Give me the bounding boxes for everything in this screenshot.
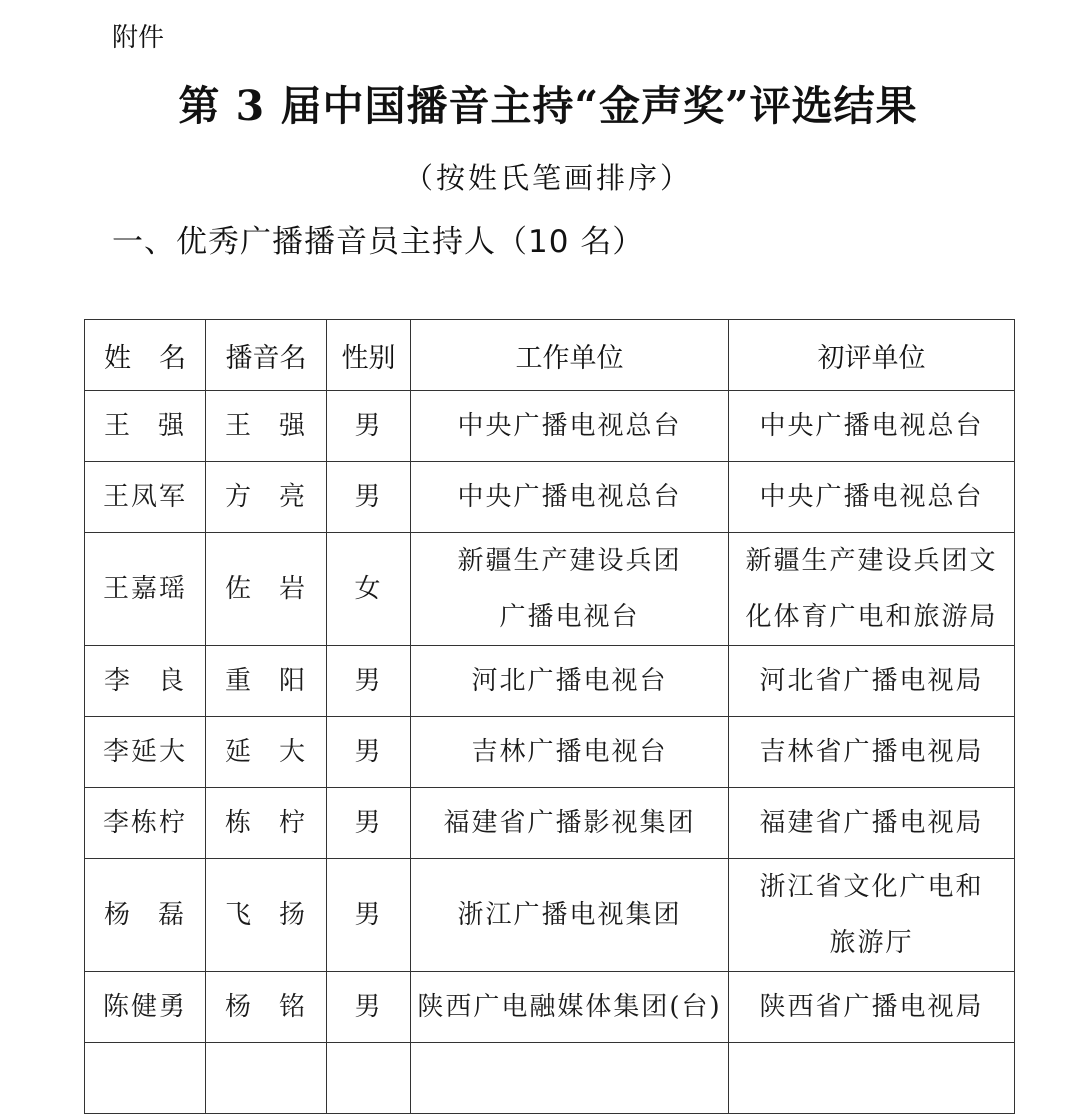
name-char: 杨: [104, 900, 133, 930]
stage-name-char: 方: [225, 482, 254, 512]
header-name: [85, 320, 206, 391]
cell-stage-name: [206, 646, 327, 717]
cell-name: 王嘉瑶: [85, 533, 206, 646]
table-row: [85, 859, 1015, 972]
header-gender: 性别: [327, 320, 411, 391]
cell-name: [85, 391, 206, 462]
evaluation-unit-line: 中央广播电视总台: [759, 411, 984, 441]
document-title: 第 3 届中国播音主持“金声奖”评选结果: [178, 82, 918, 130]
cell-evaluation-unit: [729, 1043, 1015, 1114]
work-unit-line: 新疆生产建设兵团: [457, 546, 682, 576]
work-unit-line: 浙江广播电视集团: [457, 900, 682, 930]
cell-work-unit: [411, 972, 729, 1043]
cell-gender: 女: [327, 533, 411, 646]
cell-evaluation-unit: [729, 462, 1015, 533]
header-work-unit: 工作单位: [411, 320, 729, 391]
cell-evaluation-unit: [729, 533, 1015, 646]
cell-stage-name: [206, 717, 327, 788]
cell-gender: 男: [327, 972, 411, 1043]
cell-gender: 男: [327, 717, 411, 788]
stage-name-char: 强: [278, 411, 307, 441]
name-char: 王: [104, 411, 133, 441]
table-row: [85, 788, 1015, 859]
cell-gender: 男: [327, 859, 411, 972]
evaluation-unit-line: 化体育广电和旅游局: [745, 602, 998, 632]
cell-evaluation-unit: [729, 788, 1015, 859]
cell-evaluation-unit: [729, 391, 1015, 462]
table-row: [85, 462, 1015, 533]
cell-work-unit: [411, 533, 729, 646]
cell-work-unit: [411, 788, 729, 859]
cell-stage-name: [206, 859, 327, 972]
name-char: 良: [157, 666, 186, 696]
cell-gender: 男: [327, 646, 411, 717]
cell-gender: [327, 1043, 411, 1114]
evaluation-unit-line: 浙江省文化广电和: [759, 872, 984, 902]
cell-work-unit: [411, 717, 729, 788]
cell-name: 李栋柠: [85, 788, 206, 859]
cell-name: 李延大: [85, 717, 206, 788]
table-row: [85, 717, 1015, 788]
cell-stage-name: [206, 391, 327, 462]
evaluation-unit-line: 旅游厅: [829, 928, 914, 958]
evaluation-unit-line: 中央广播电视总台: [759, 482, 984, 512]
table-row: [85, 391, 1015, 462]
stage-name-char: 飞: [225, 900, 254, 930]
stage-name-char: 大: [278, 737, 307, 767]
cell-stage-name: [206, 972, 327, 1043]
stage-name-char: 栋: [225, 808, 254, 838]
table-header-row: [85, 320, 1015, 391]
header-name-char: 名: [159, 342, 186, 374]
cell-name: [85, 859, 206, 972]
cell-evaluation-unit: [729, 717, 1015, 788]
header-stage-name: 播音名: [206, 320, 327, 391]
cell-work-unit: [411, 1043, 729, 1114]
table-row-partial: [85, 1043, 1015, 1114]
cell-work-unit: [411, 859, 729, 972]
winners-table: [84, 319, 1015, 1114]
cell-gender: 男: [327, 391, 411, 462]
stage-name-char: 阳: [278, 666, 307, 696]
cell-evaluation-unit: [729, 859, 1015, 972]
cell-stage-name: [206, 788, 327, 859]
stage-name-char: 亮: [278, 482, 307, 512]
header-evaluation-unit: 初评单位: [729, 320, 1015, 391]
work-unit-line: 福建省广播影视集团: [443, 808, 696, 838]
work-unit-line: 中央广播电视总台: [457, 411, 682, 441]
cell-gender: 男: [327, 462, 411, 533]
cell-work-unit: [411, 646, 729, 717]
name-char: 李: [104, 666, 133, 696]
cell-work-unit: [411, 391, 729, 462]
cell-stage-name: [206, 1043, 327, 1114]
evaluation-unit-line: 吉林省广播电视局: [759, 737, 984, 767]
table-row: [85, 533, 1015, 646]
attachment-label: 附件: [112, 23, 165, 53]
sort-note: （按姓氏笔画排序）: [403, 161, 692, 195]
work-unit-line: 中央广播电视总台: [457, 482, 682, 512]
cell-name: [85, 1043, 206, 1114]
work-unit-line: 陕西广电融媒体集团(台): [417, 992, 722, 1022]
stage-name-char: 岩: [278, 574, 307, 604]
stage-name-char: 王: [225, 411, 254, 441]
evaluation-unit-line: 新疆生产建设兵团文: [745, 546, 998, 576]
cell-name: 陈健勇: [85, 972, 206, 1043]
cell-stage-name: [206, 462, 327, 533]
header-name-char: 姓: [104, 342, 131, 374]
table-row: [85, 646, 1015, 717]
cell-evaluation-unit: [729, 972, 1015, 1043]
cell-work-unit: [411, 462, 729, 533]
work-unit-line: 吉林广播电视台: [471, 737, 668, 767]
name-char: 强: [157, 411, 186, 441]
evaluation-unit-line: 陕西省广播电视局: [759, 992, 984, 1022]
cell-name: [85, 646, 206, 717]
stage-name-char: 柠: [278, 808, 307, 838]
stage-name-char: 重: [225, 666, 254, 696]
stage-name-char: 延: [225, 737, 254, 767]
stage-name-char: 扬: [278, 900, 307, 930]
table-row: [85, 972, 1015, 1043]
section-heading: 一、优秀广播播音员主持人（10 名）: [112, 224, 645, 260]
stage-name-char: 佐: [225, 574, 254, 604]
cell-name: 王凤军: [85, 462, 206, 533]
cell-evaluation-unit: [729, 646, 1015, 717]
work-unit-line: 河北广播电视台: [471, 666, 668, 696]
cell-gender: 男: [327, 788, 411, 859]
name-char: 磊: [157, 900, 186, 930]
work-unit-line: 广播电视台: [499, 602, 640, 632]
evaluation-unit-line: 福建省广播电视局: [759, 808, 984, 838]
stage-name-char: 铭: [278, 992, 307, 1022]
stage-name-char: 杨: [225, 992, 254, 1022]
cell-stage-name: [206, 533, 327, 646]
evaluation-unit-line: 河北省广播电视局: [759, 666, 984, 696]
